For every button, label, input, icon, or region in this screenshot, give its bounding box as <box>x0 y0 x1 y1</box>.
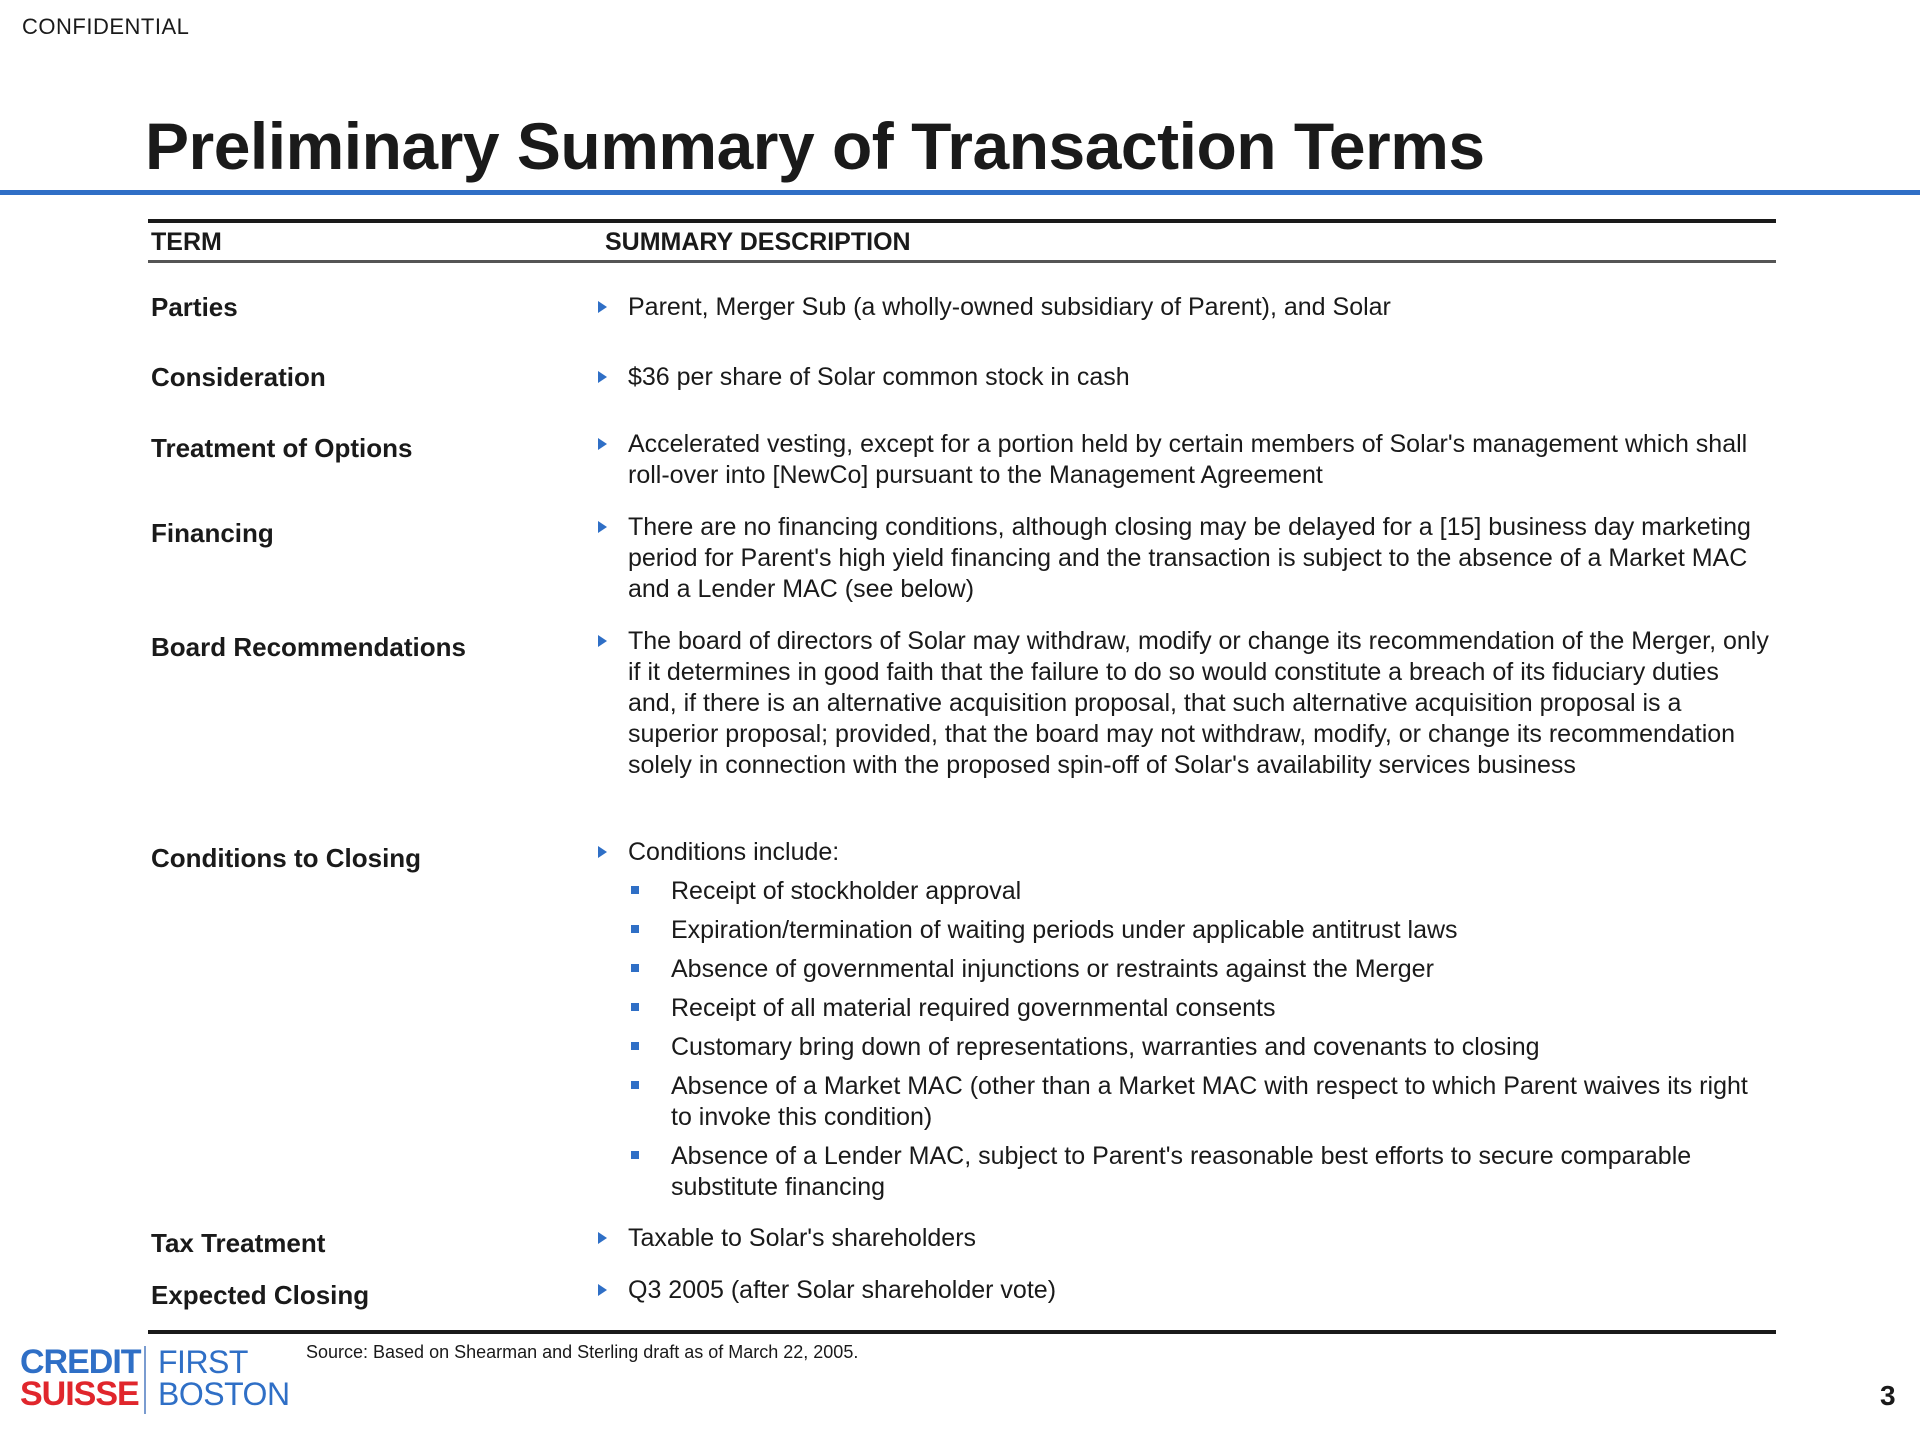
desc-conditions-to-closing <box>598 837 1773 1211</box>
bullet-text: The board of directors of Solar may withdraw, modify or change its recommendation of the Merger, only if it determines in good faith that the failure to do so would constitute a breach of its fiduciary duties and, if there is an alternative acquisition proposal, that such alternative acquisition proposal is a superior proposal; provided, that the board may not withdraw, modify, or change its recommendation solely in connection with the proposed spin-off of Solar's availability services business <box>598 626 1773 781</box>
list-item: Receipt of stockholder approval <box>671 876 1773 907</box>
column-header-summary: SUMMARY DESCRIPTION <box>605 228 911 256</box>
term-conditions-to-closing: Conditions to Closing <box>151 843 422 873</box>
desc-tax-treatment <box>598 1223 1773 1254</box>
bullet-text: Accelerated vesting, except for a portion held by certain members of Solar's management which shall roll-over into [NewCo] pursuant to the Management Agreement <box>598 429 1773 491</box>
list-item: Expiration/termination of waiting periods under applicable antitrust laws <box>671 915 1773 946</box>
desc-board-recommendations <box>598 626 1773 781</box>
confidential-label: CONFIDENTIAL <box>22 14 190 39</box>
source-note: Source: Based on Shearman and Sterling draft as of March 22, 2005. <box>306 1342 859 1362</box>
term-treatment-of-options: Treatment of Options <box>151 433 413 463</box>
list-item: Absence of a Market MAC (other than a Market MAC with respect to which Parent waives its right to invoke this condition) <box>671 1071 1773 1133</box>
term-expected-closing: Expected Closing <box>151 1280 370 1310</box>
page-title: Preliminary Summary of Transaction Terms <box>145 109 1485 183</box>
desc-expected-closing <box>598 1275 1773 1306</box>
conditions-sublist <box>598 876 1773 1203</box>
term-board-recommendations: Board Recommendations <box>151 632 466 662</box>
desc-treatment-of-options <box>598 429 1773 491</box>
table-top-rule <box>148 219 1776 223</box>
term-tax-treatment: Tax Treatment <box>151 1228 326 1258</box>
column-header-term: TERM <box>151 228 222 256</box>
bullet-text: Taxable to Solar's shareholders <box>598 1223 1773 1254</box>
title-divider <box>0 190 1920 195</box>
desc-financing <box>598 512 1773 605</box>
logo-first: FIRST <box>158 1344 248 1380</box>
list-item: Absence of a Lender MAC, subject to Parent's reasonable best efforts to secure comparable substitute financing <box>671 1141 1773 1203</box>
logo-divider <box>144 1346 146 1414</box>
page-number: 3 <box>1880 1380 1896 1411</box>
bullet-text: There are no financing conditions, although closing may be delayed for a [15] business day marketing period for Parent's high yield financing and the transaction is subject to the absence of a Market MAC and a Lender MAC (see below) <box>598 512 1773 605</box>
desc-parties <box>598 292 1773 323</box>
bullet-text: Parent, Merger Sub (a wholly-owned subsidiary of Parent), and Solar <box>598 292 1773 323</box>
bullet-text: Conditions include: <box>598 837 1773 868</box>
logo-suisse: SUISSE <box>20 1375 139 1413</box>
table-header-rule <box>148 260 1776 263</box>
term-parties: Parties <box>151 292 238 322</box>
logo-credit: CREDIT <box>20 1343 141 1381</box>
term-consideration: Consideration <box>151 362 326 392</box>
term-financing: Financing <box>151 518 274 548</box>
list-item: Absence of governmental injunctions or restraints against the Merger <box>671 954 1773 985</box>
table-bottom-rule <box>148 1330 1776 1334</box>
bullet-text: $36 per share of Solar common stock in cash <box>598 362 1773 393</box>
company-logo <box>20 1343 300 1416</box>
desc-consideration <box>598 362 1773 393</box>
logo-boston: BOSTON <box>158 1376 290 1412</box>
bullet-text: Q3 2005 (after Solar shareholder vote) <box>598 1275 1773 1306</box>
list-item: Receipt of all material required governmental consents <box>671 993 1773 1024</box>
list-item: Customary bring down of representations, warranties and covenants to closing <box>671 1032 1773 1063</box>
